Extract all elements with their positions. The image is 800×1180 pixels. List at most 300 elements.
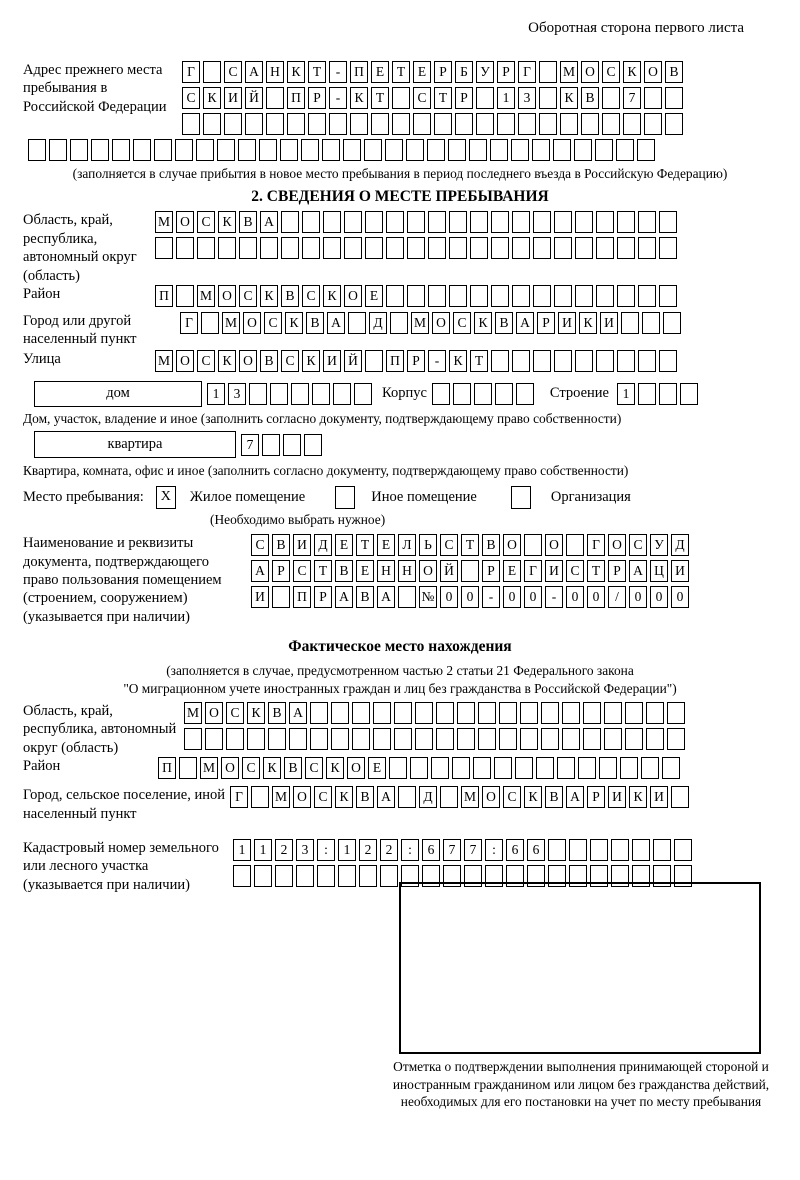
char-cell[interactable] xyxy=(625,702,643,724)
char-cell[interactable] xyxy=(432,383,450,405)
char-cell[interactable] xyxy=(638,350,656,372)
char-cell[interactable]: И xyxy=(293,534,311,556)
char-cell[interactable] xyxy=(644,87,662,109)
char-cell[interactable]: К xyxy=(247,702,265,724)
char-cell[interactable]: В xyxy=(335,560,353,582)
char-cell[interactable] xyxy=(495,383,513,405)
char-cell[interactable]: В xyxy=(272,534,290,556)
char-cell[interactable]: О xyxy=(243,312,261,334)
char-cell[interactable] xyxy=(511,139,529,161)
char-cell[interactable]: Й xyxy=(344,350,362,372)
char-cell[interactable]: О xyxy=(344,285,362,307)
char-cell[interactable]: О xyxy=(176,211,194,233)
char-cell[interactable] xyxy=(491,350,509,372)
char-cell[interactable] xyxy=(196,139,214,161)
char-cell[interactable] xyxy=(434,113,452,135)
char-cell[interactable] xyxy=(470,237,488,259)
char-cell[interactable] xyxy=(533,350,551,372)
char-cell[interactable] xyxy=(602,87,620,109)
char-cell[interactable] xyxy=(642,312,660,334)
char-cell[interactable]: В xyxy=(665,61,683,83)
char-cell[interactable] xyxy=(674,865,692,887)
char-cell[interactable]: С xyxy=(602,61,620,83)
char-cell[interactable] xyxy=(638,383,656,405)
char-cell[interactable]: М xyxy=(155,211,173,233)
char-cell[interactable] xyxy=(455,113,473,135)
char-cell[interactable]: 7 xyxy=(443,839,461,861)
char-cell[interactable] xyxy=(617,285,635,307)
char-cell[interactable]: И xyxy=(224,87,242,109)
char-cell[interactable] xyxy=(604,702,622,724)
char-cell[interactable]: К xyxy=(260,285,278,307)
char-cell[interactable] xyxy=(470,211,488,233)
char-cell[interactable] xyxy=(575,350,593,372)
char-cell[interactable] xyxy=(533,285,551,307)
char-cell[interactable]: 7 xyxy=(241,434,259,456)
char-cell[interactable] xyxy=(554,285,572,307)
char-cell[interactable]: - xyxy=(329,87,347,109)
char-cell[interactable]: К xyxy=(629,786,647,808)
char-cell[interactable] xyxy=(583,728,601,750)
char-cell[interactable] xyxy=(520,702,538,724)
char-cell[interactable] xyxy=(518,113,536,135)
char-cell[interactable]: Н xyxy=(398,560,416,582)
char-cell[interactable] xyxy=(398,586,416,608)
char-cell[interactable]: К xyxy=(285,312,303,334)
char-cell[interactable] xyxy=(287,113,305,135)
char-cell[interactable] xyxy=(245,113,263,135)
char-cell[interactable]: С xyxy=(197,211,215,233)
char-cell[interactable] xyxy=(533,237,551,259)
char-cell[interactable]: 0 xyxy=(440,586,458,608)
char-cell[interactable] xyxy=(394,728,412,750)
char-cell[interactable]: В xyxy=(239,211,257,233)
char-cell[interactable]: В xyxy=(495,312,513,334)
char-cell[interactable] xyxy=(562,702,580,724)
char-cell[interactable]: Г xyxy=(524,560,542,582)
char-cell[interactable] xyxy=(390,312,408,334)
char-cell[interactable]: А xyxy=(289,702,307,724)
char-cell[interactable]: П xyxy=(386,350,404,372)
char-cell[interactable] xyxy=(323,237,341,259)
char-cell[interactable] xyxy=(283,434,301,456)
char-cell[interactable] xyxy=(596,211,614,233)
char-cell[interactable] xyxy=(218,237,236,259)
char-cell[interactable] xyxy=(338,865,356,887)
char-cell[interactable] xyxy=(28,139,46,161)
char-cell[interactable] xyxy=(49,139,67,161)
char-cell[interactable] xyxy=(413,113,431,135)
char-cell[interactable] xyxy=(671,786,689,808)
char-cell[interactable]: М xyxy=(200,757,218,779)
char-cell[interactable] xyxy=(604,728,622,750)
char-cell[interactable]: И xyxy=(251,586,269,608)
checkbox-organization[interactable] xyxy=(511,486,531,509)
char-cell[interactable] xyxy=(524,534,542,556)
char-cell[interactable] xyxy=(539,113,557,135)
char-cell[interactable]: Р xyxy=(497,61,515,83)
char-cell[interactable]: Л xyxy=(398,534,416,556)
char-cell[interactable]: 6 xyxy=(506,839,524,861)
char-cell[interactable]: О xyxy=(293,786,311,808)
char-cell[interactable] xyxy=(623,113,641,135)
char-cell[interactable] xyxy=(512,285,530,307)
char-cell[interactable]: С xyxy=(226,702,244,724)
char-cell[interactable]: С xyxy=(314,786,332,808)
char-cell[interactable]: К xyxy=(524,786,542,808)
char-cell[interactable] xyxy=(478,728,496,750)
char-cell[interactable] xyxy=(478,702,496,724)
char-cell[interactable]: № xyxy=(419,586,437,608)
char-cell[interactable] xyxy=(428,285,446,307)
char-cell[interactable] xyxy=(533,211,551,233)
char-cell[interactable]: П xyxy=(287,87,305,109)
char-cell[interactable]: К xyxy=(623,61,641,83)
char-cell[interactable]: 1 xyxy=(254,839,272,861)
char-cell[interactable] xyxy=(398,786,416,808)
char-cell[interactable]: А xyxy=(335,586,353,608)
char-cell[interactable]: 6 xyxy=(422,839,440,861)
char-cell[interactable] xyxy=(302,211,320,233)
char-cell[interactable] xyxy=(331,702,349,724)
char-cell[interactable]: 1 xyxy=(617,383,635,405)
char-cell[interactable]: 1 xyxy=(338,839,356,861)
char-cell[interactable]: 0 xyxy=(671,586,689,608)
char-cell[interactable] xyxy=(491,285,509,307)
char-cell[interactable] xyxy=(659,285,677,307)
char-cell[interactable]: - xyxy=(482,586,500,608)
char-cell[interactable]: - xyxy=(329,61,347,83)
char-cell[interactable] xyxy=(275,865,293,887)
char-cell[interactable] xyxy=(638,285,656,307)
char-cell[interactable] xyxy=(407,211,425,233)
char-cell[interactable] xyxy=(581,113,599,135)
char-cell[interactable] xyxy=(359,865,377,887)
char-cell[interactable] xyxy=(289,728,307,750)
char-cell[interactable] xyxy=(449,211,467,233)
char-cell[interactable] xyxy=(621,312,639,334)
char-cell[interactable] xyxy=(491,211,509,233)
char-cell[interactable] xyxy=(201,312,219,334)
char-cell[interactable] xyxy=(365,237,383,259)
char-cell[interactable]: С xyxy=(453,312,471,334)
char-cell[interactable]: 2 xyxy=(380,839,398,861)
char-cell[interactable] xyxy=(197,237,215,259)
char-cell[interactable] xyxy=(448,139,466,161)
char-cell[interactable] xyxy=(371,113,389,135)
char-cell[interactable]: Р xyxy=(482,560,500,582)
char-cell[interactable] xyxy=(233,865,251,887)
char-cell[interactable] xyxy=(575,285,593,307)
char-cell[interactable]: Р xyxy=(608,560,626,582)
char-cell[interactable] xyxy=(226,728,244,750)
char-cell[interactable] xyxy=(527,865,545,887)
char-cell[interactable] xyxy=(644,113,662,135)
char-cell[interactable] xyxy=(373,702,391,724)
char-cell[interactable]: Е xyxy=(365,285,383,307)
char-cell[interactable]: 2 xyxy=(275,839,293,861)
char-cell[interactable] xyxy=(461,560,479,582)
char-cell[interactable]: К xyxy=(449,350,467,372)
char-cell[interactable] xyxy=(569,865,587,887)
char-cell[interactable] xyxy=(385,139,403,161)
char-cell[interactable] xyxy=(659,211,677,233)
char-cell[interactable] xyxy=(473,757,491,779)
char-cell[interactable]: К xyxy=(350,87,368,109)
char-cell[interactable] xyxy=(663,312,681,334)
char-cell[interactable]: Р xyxy=(587,786,605,808)
char-cell[interactable]: К xyxy=(326,757,344,779)
char-cell[interactable] xyxy=(343,139,361,161)
char-cell[interactable]: В xyxy=(545,786,563,808)
char-cell[interactable] xyxy=(452,757,470,779)
char-cell[interactable] xyxy=(344,237,362,259)
char-cell[interactable]: А xyxy=(377,586,395,608)
char-cell[interactable]: Р xyxy=(455,87,473,109)
char-cell[interactable] xyxy=(575,211,593,233)
char-cell[interactable] xyxy=(422,865,440,887)
char-cell[interactable]: Н xyxy=(266,61,284,83)
char-cell[interactable]: С xyxy=(503,786,521,808)
char-cell[interactable] xyxy=(262,434,280,456)
char-cell[interactable] xyxy=(667,702,685,724)
char-cell[interactable] xyxy=(667,728,685,750)
char-cell[interactable]: К xyxy=(203,87,221,109)
char-cell[interactable]: В xyxy=(260,350,278,372)
char-cell[interactable] xyxy=(304,434,322,456)
char-cell[interactable]: С xyxy=(305,757,323,779)
char-cell[interactable]: 6 xyxy=(527,839,545,861)
char-cell[interactable] xyxy=(541,728,559,750)
char-cell[interactable] xyxy=(182,113,200,135)
char-cell[interactable] xyxy=(329,113,347,135)
char-cell[interactable]: М xyxy=(184,702,202,724)
char-cell[interactable]: О xyxy=(239,350,257,372)
char-cell[interactable]: И xyxy=(323,350,341,372)
char-cell[interactable] xyxy=(520,728,538,750)
char-cell[interactable] xyxy=(317,865,335,887)
char-cell[interactable]: Б xyxy=(455,61,473,83)
char-cell[interactable]: 1 xyxy=(233,839,251,861)
char-cell[interactable] xyxy=(659,237,677,259)
char-cell[interactable]: А xyxy=(566,786,584,808)
char-cell[interactable] xyxy=(541,702,559,724)
char-cell[interactable] xyxy=(566,534,584,556)
char-cell[interactable]: К xyxy=(335,786,353,808)
char-cell[interactable] xyxy=(499,728,517,750)
char-cell[interactable] xyxy=(272,586,290,608)
char-cell[interactable]: 3 xyxy=(518,87,536,109)
char-cell[interactable]: О xyxy=(221,757,239,779)
char-cell[interactable] xyxy=(350,113,368,135)
char-cell[interactable] xyxy=(251,786,269,808)
char-cell[interactable]: 1 xyxy=(207,383,225,405)
char-cell[interactable] xyxy=(632,839,650,861)
char-cell[interactable]: В xyxy=(356,586,374,608)
char-cell[interactable] xyxy=(590,865,608,887)
char-cell[interactable] xyxy=(617,237,635,259)
char-cell[interactable]: В xyxy=(281,285,299,307)
char-cell[interactable] xyxy=(436,728,454,750)
char-cell[interactable]: Т xyxy=(371,87,389,109)
char-cell[interactable]: С xyxy=(182,87,200,109)
char-cell[interactable] xyxy=(302,237,320,259)
char-cell[interactable]: Г xyxy=(587,534,605,556)
char-cell[interactable] xyxy=(254,865,272,887)
char-cell[interactable] xyxy=(344,211,362,233)
char-cell[interactable]: О xyxy=(644,61,662,83)
char-cell[interactable] xyxy=(407,237,425,259)
char-cell[interactable]: А xyxy=(260,211,278,233)
char-cell[interactable] xyxy=(352,728,370,750)
char-cell[interactable] xyxy=(569,839,587,861)
char-cell[interactable] xyxy=(620,757,638,779)
char-cell[interactable] xyxy=(583,702,601,724)
char-cell[interactable] xyxy=(386,237,404,259)
char-cell[interactable] xyxy=(637,139,655,161)
char-cell[interactable]: В xyxy=(268,702,286,724)
char-cell[interactable] xyxy=(638,211,656,233)
char-cell[interactable]: О xyxy=(581,61,599,83)
char-cell[interactable]: И xyxy=(671,560,689,582)
char-cell[interactable]: 0 xyxy=(587,586,605,608)
char-cell[interactable] xyxy=(415,702,433,724)
char-cell[interactable] xyxy=(364,139,382,161)
char-cell[interactable] xyxy=(590,839,608,861)
char-cell[interactable] xyxy=(554,211,572,233)
char-cell[interactable]: 0 xyxy=(461,586,479,608)
char-cell[interactable]: К xyxy=(323,285,341,307)
char-cell[interactable] xyxy=(499,702,517,724)
char-cell[interactable]: А xyxy=(245,61,263,83)
char-cell[interactable] xyxy=(249,383,267,405)
char-cell[interactable] xyxy=(449,237,467,259)
char-cell[interactable] xyxy=(392,113,410,135)
char-cell[interactable] xyxy=(270,383,288,405)
char-cell[interactable] xyxy=(296,865,314,887)
char-cell[interactable] xyxy=(470,285,488,307)
char-cell[interactable]: Г xyxy=(182,61,200,83)
char-cell[interactable]: П xyxy=(293,586,311,608)
char-cell[interactable]: 0 xyxy=(566,586,584,608)
char-cell[interactable] xyxy=(386,211,404,233)
char-cell[interactable]: Р xyxy=(308,87,326,109)
char-cell[interactable] xyxy=(247,728,265,750)
char-cell[interactable]: В xyxy=(284,757,302,779)
char-cell[interactable] xyxy=(617,211,635,233)
char-cell[interactable] xyxy=(532,139,550,161)
char-cell[interactable]: К xyxy=(287,61,305,83)
char-cell[interactable] xyxy=(176,285,194,307)
char-cell[interactable] xyxy=(490,139,508,161)
char-cell[interactable] xyxy=(497,113,515,135)
char-cell[interactable]: Г xyxy=(518,61,536,83)
char-cell[interactable] xyxy=(575,237,593,259)
char-cell[interactable]: Е xyxy=(335,534,353,556)
char-cell[interactable] xyxy=(548,865,566,887)
char-cell[interactable] xyxy=(457,728,475,750)
char-cell[interactable] xyxy=(512,237,530,259)
char-cell[interactable] xyxy=(599,757,617,779)
char-cell[interactable]: - xyxy=(428,350,446,372)
char-cell[interactable]: А xyxy=(377,786,395,808)
char-cell[interactable] xyxy=(310,702,328,724)
char-cell[interactable]: Е xyxy=(413,61,431,83)
char-cell[interactable] xyxy=(259,139,277,161)
char-cell[interactable]: 3 xyxy=(228,383,246,405)
char-cell[interactable] xyxy=(653,839,671,861)
char-cell[interactable] xyxy=(516,383,534,405)
char-cell[interactable]: К xyxy=(263,757,281,779)
char-cell[interactable]: К xyxy=(302,350,320,372)
char-cell[interactable] xyxy=(333,383,351,405)
char-cell[interactable] xyxy=(453,383,471,405)
char-cell[interactable]: О xyxy=(176,350,194,372)
char-cell[interactable]: Т xyxy=(470,350,488,372)
char-cell[interactable] xyxy=(365,350,383,372)
char-cell[interactable]: О xyxy=(432,312,450,334)
char-cell[interactable]: Е xyxy=(371,61,389,83)
char-cell[interactable]: А xyxy=(629,560,647,582)
char-cell[interactable] xyxy=(616,139,634,161)
char-cell[interactable]: В xyxy=(482,534,500,556)
char-cell[interactable] xyxy=(365,211,383,233)
char-cell[interactable] xyxy=(659,383,677,405)
char-cell[interactable] xyxy=(389,757,407,779)
char-cell[interactable]: Д xyxy=(671,534,689,556)
char-cell[interactable]: И xyxy=(600,312,618,334)
char-cell[interactable] xyxy=(562,728,580,750)
char-cell[interactable] xyxy=(476,87,494,109)
char-cell[interactable]: И xyxy=(650,786,668,808)
char-cell[interactable]: О xyxy=(608,534,626,556)
char-cell[interactable] xyxy=(494,757,512,779)
char-cell[interactable]: С xyxy=(239,285,257,307)
char-cell[interactable]: С xyxy=(224,61,242,83)
char-cell[interactable] xyxy=(476,113,494,135)
char-cell[interactable] xyxy=(440,786,458,808)
char-cell[interactable]: С xyxy=(413,87,431,109)
char-cell[interactable] xyxy=(175,139,193,161)
char-cell[interactable]: М xyxy=(560,61,578,83)
char-cell[interactable]: А xyxy=(327,312,345,334)
char-cell[interactable] xyxy=(281,211,299,233)
char-cell[interactable] xyxy=(133,139,151,161)
char-cell[interactable] xyxy=(176,237,194,259)
char-cell[interactable]: С xyxy=(281,350,299,372)
char-cell[interactable] xyxy=(427,139,445,161)
char-cell[interactable]: Т xyxy=(308,61,326,83)
char-cell[interactable] xyxy=(266,87,284,109)
char-cell[interactable] xyxy=(268,728,286,750)
checkbox-residential[interactable]: X xyxy=(156,486,176,509)
char-cell[interactable]: Т xyxy=(392,61,410,83)
char-cell[interactable] xyxy=(217,139,235,161)
char-cell[interactable] xyxy=(331,728,349,750)
char-cell[interactable] xyxy=(641,757,659,779)
char-cell[interactable]: С xyxy=(242,757,260,779)
char-cell[interactable] xyxy=(428,211,446,233)
char-cell[interactable]: П xyxy=(155,285,173,307)
char-cell[interactable]: Н xyxy=(377,560,395,582)
char-cell[interactable] xyxy=(203,113,221,135)
char-cell[interactable]: 7 xyxy=(464,839,482,861)
char-cell[interactable]: Д xyxy=(419,786,437,808)
char-cell[interactable]: О xyxy=(419,560,437,582)
char-cell[interactable]: О xyxy=(482,786,500,808)
char-cell[interactable]: / xyxy=(608,586,626,608)
char-cell[interactable]: С xyxy=(251,534,269,556)
